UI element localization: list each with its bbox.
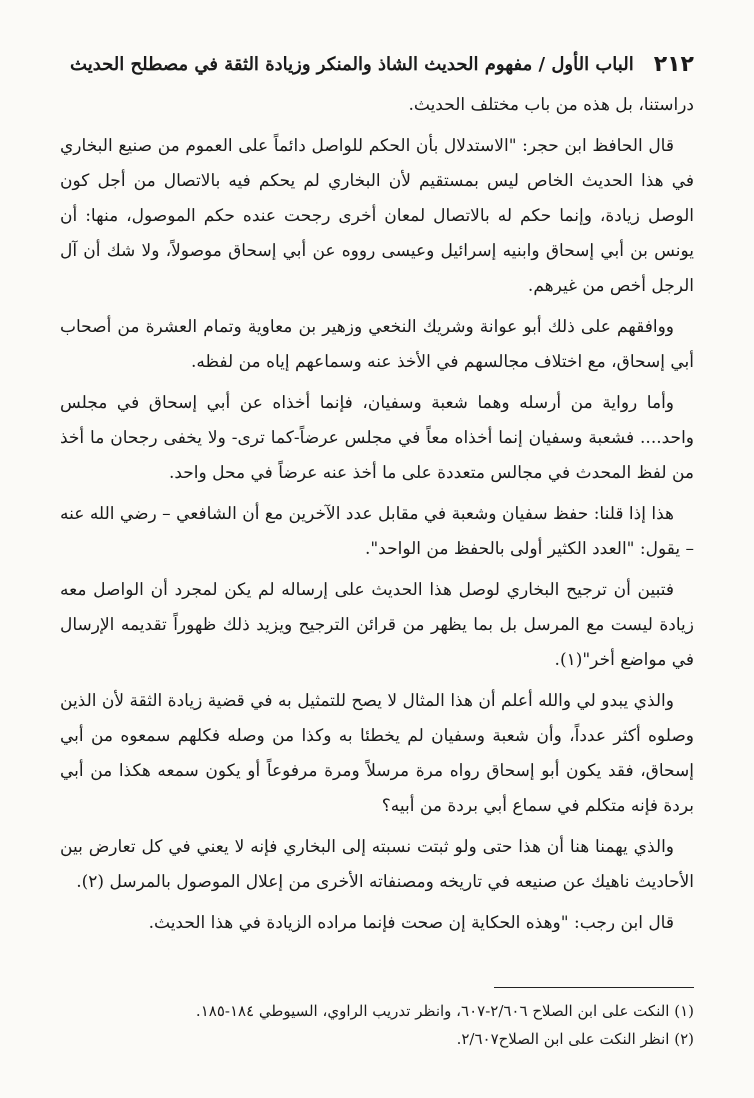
paragraph: فتبين أن ترجيح البخاري لوصل هذا الحديث على إرساله لم يكن لمجرد أن الواصل معه زيادة ليست مع المرسل بل بما يظهر من قرائن الترجيح ويزيد ذلك ظهوراً تقديمه الإرسال في مواضع أخر"(١).	[60, 580, 694, 670]
paragraph: دراستنا، بل هذه من باب مختلف الحديث.	[408, 95, 694, 115]
body-text	[60, 88, 694, 947]
paragraph: هذا إذا قلنا: حفظ سفيان وشعبة في مقابل عدد الآخرين مع أن الشافعي – رضي الله عنه – يقول: "العدد الكثير أولى بالحفظ من الواحد".	[60, 504, 694, 559]
paragraph: قال الحافظ ابن حجر: "الاستدلال بأن الحكم للواصل دائماً على العموم من صنيع البخاري في هذا الحديث الخاص ليس بمستقيم لأن البخاري لم يحكم فيه بالاتصال من أجل كون الوصل زيادة، وإنما حكم له بالاتصال لمعان أخرى رجحت عنده حكم الموصول، منها: أن يونس بن أبي إسحاق وابنيه إسرائيل وعيسى رووه عن أبي إسحاق موصولاً، ولا شك أن آل الرجل أخص من غيرهم.	[60, 136, 694, 296]
paragraph: ووافقهم على ذلك أبو عوانة وشريك النخعي وزهير بن معاوية وتمام العشرة من أصحاب أبي إسحاق، مع اختلاف مجالسهم في الأخذ عنه وسماعهم إياه من لفظه.	[60, 317, 694, 372]
footnotes	[60, 997, 694, 1053]
running-title: الباب الأول / مفهوم الحديث الشاذ والمنكر وزيادة الثقة في مصطلح الحديث	[70, 53, 634, 75]
paragraph: والذي يبدو لي والله أعلم أن هذا المثال لا يصح للتمثيل به في قضية زيادة الثقة لأن الذين وصلوه أكثر عدداً، وأن شعبة وسفيان لم يخطئا به وكذا من وصله فكلهم سمعوه من أبي إسحاق، فقد يكون أبو إسحاق رواه مرة مرسلاً ومرة مرفوعاً أو يكون سمعه هكذا من أبي بردة فإنه متكلم في سماع أبي بردة من أبيه؟	[60, 691, 694, 816]
book-page	[60, 0, 694, 1098]
page-number: ٢١٢	[653, 51, 694, 77]
paragraph: وأما رواية من أرسله وهما شعبة وسفيان، فإنما أخذاه عن أبي إسحاق في مجلس واحد.... فشعبة وسفيان إنما أخذاه معاً في مجلس عرضاً-كما ترى- ولا يخفى رجحان ما أخذ من لفظ المحدث في مجالس متعددة على ما أخذ عنه عرضاً في محل واحد.	[60, 393, 694, 483]
page-header	[60, 40, 694, 88]
footnote: (٢) انظر النكت على ابن الصلاح٢/٦٠٧.	[456, 1030, 694, 1048]
footnote: (١) النكت على ابن الصلاح ٢/٦٠٦-٦٠٧، وانظر تدريب الراوي، السيوطي ١٨٤-١٨٥.	[195, 1002, 694, 1020]
footnote-separator	[494, 987, 694, 988]
paragraph: والذي يهمنا هنا أن هذا حتى ولو ثبتت نسبته إلى البخاري فإنه لا يعني في كل تعارض بين الأحاديث ناهيك عن صنيعه في تاريخه ومصنفاته الأخرى من إعلال الموصول بالمرسل (٢).	[60, 837, 694, 892]
paragraph: قال ابن رجب: "وهذه الحكاية إن صحت فإنما مراده الزيادة في هذا الحديث.	[148, 913, 674, 933]
